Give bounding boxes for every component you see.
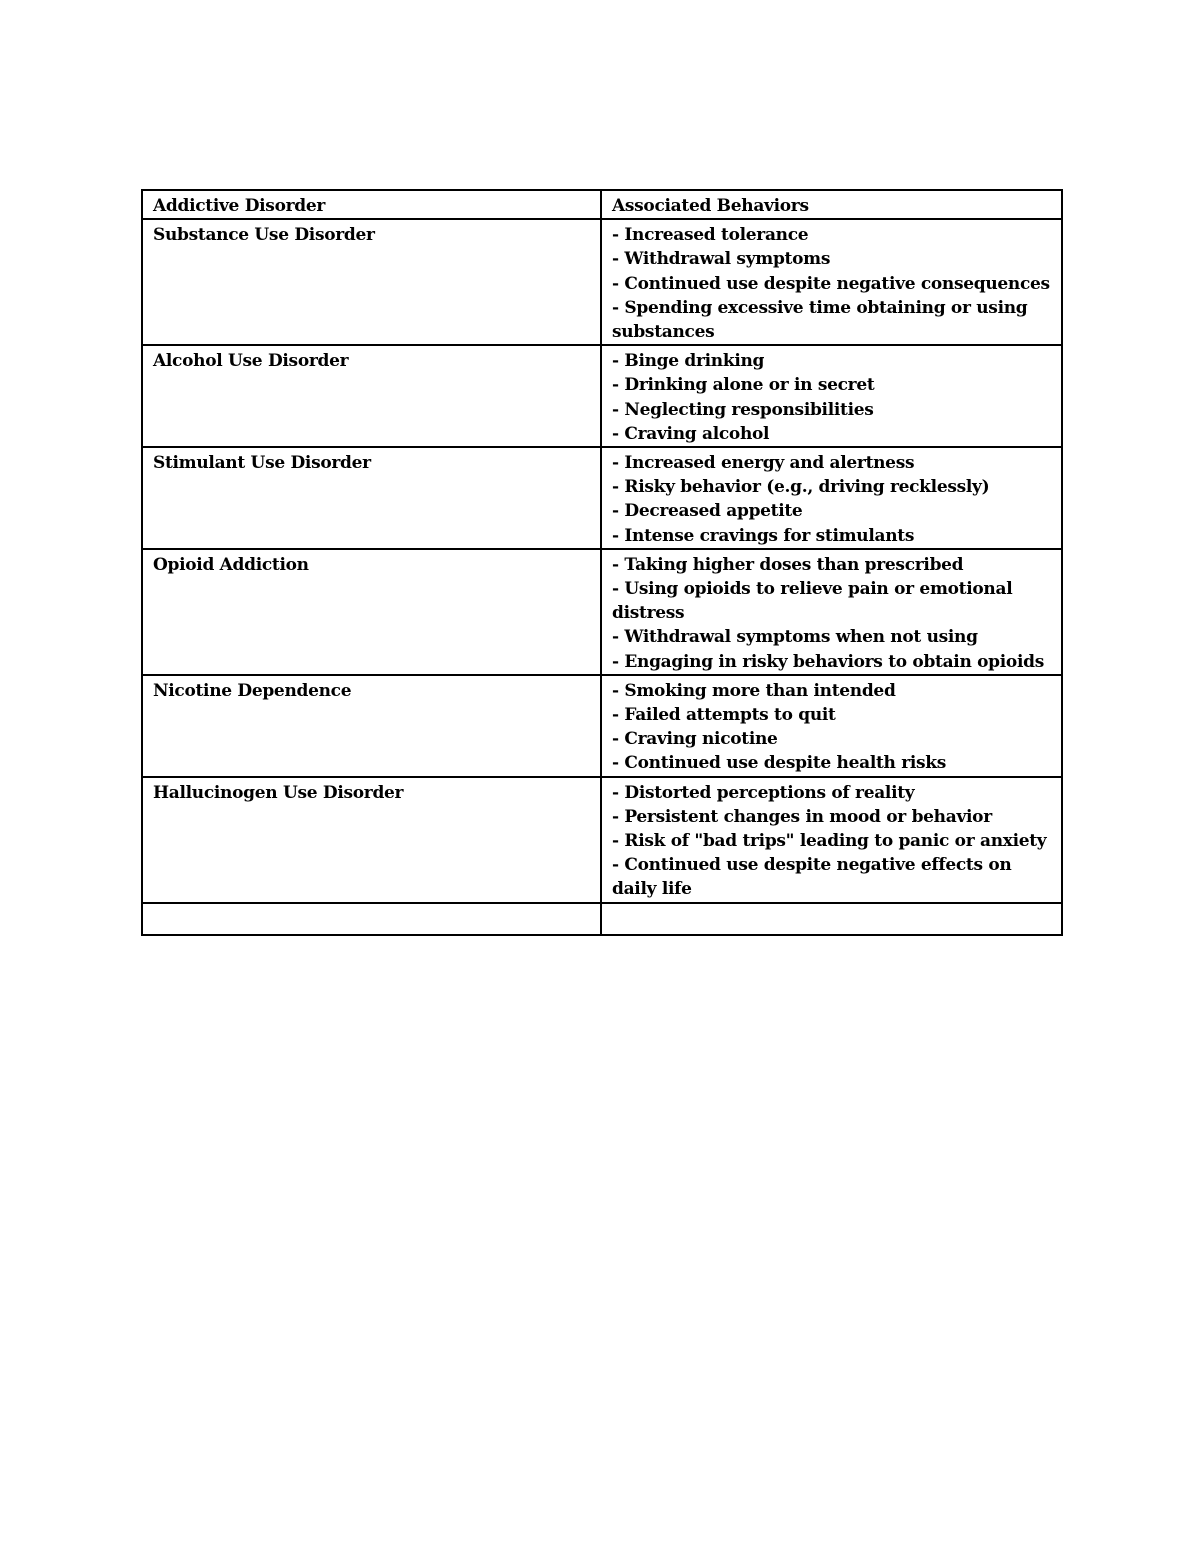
behavior-item: - Craving nicotine [612,729,778,750]
header-associated-behaviors: Associated Behaviors [601,190,1062,219]
header-addictive-disorder: Addictive Disorder [142,190,601,219]
behavior-item: - Continued use despite health risks [612,753,947,774]
behavior-item: - Distorted perceptions of reality [612,782,915,803]
behavior-item: - Engaging in risky behaviors to obtain opioids [612,651,1044,672]
behavior-item: - Taking higher doses than prescribed [612,554,964,575]
behavior-item: - Neglecting responsibilities [612,399,874,420]
behavior-item: - Spending excessive time obtaining or using substances [612,297,1028,343]
behavior-item: - Failed attempts to quit [612,705,836,726]
behavior-item: - Binge drinking [612,351,765,372]
behavior-item: - Continued use despite negative consequences [612,273,1050,294]
behaviors-cell [601,777,1062,903]
behavior-item: - Risky behavior (e.g., driving recklessly) [612,477,990,498]
behaviors-cell [601,675,1062,777]
table-row [142,549,1062,675]
behaviors-cell [601,549,1062,675]
table-row [142,447,1062,549]
disorder-cell: Stimulant Use Disorder [142,447,601,549]
behavior-item: - Smoking more than intended [612,680,896,701]
behaviors-cell [601,219,1062,345]
table-row [142,219,1062,345]
table-header-row [142,190,1062,219]
disorder-cell: Substance Use Disorder [142,219,601,345]
behaviors-cell [601,345,1062,447]
behaviors-cell [601,447,1062,549]
empty-disorder-cell [142,903,601,935]
behavior-item: - Continued use despite negative effects on daily life [612,855,1012,900]
disorders-table [141,189,1063,936]
behavior-item: - Persistent changes in mood or behavior [612,806,992,827]
empty-behaviors-cell [601,903,1062,935]
behavior-item: - Withdrawal symptoms [612,249,831,270]
behavior-item: - Intense cravings for stimulants [612,525,915,546]
table-row [142,777,1062,903]
behavior-item: - Increased energy and alertness [612,453,915,474]
disorder-cell: Nicotine Dependence [142,675,601,777]
behavior-item: - Increased tolerance [612,225,809,246]
disorder-cell: Opioid Addiction [142,549,601,675]
table-row [142,675,1062,777]
behavior-item: - Craving alcohol [612,423,770,444]
behavior-item: - Using opioids to relieve pain or emotional distress [612,579,1013,624]
empty-table-row [142,903,1062,935]
disorder-cell: Hallucinogen Use Disorder [142,777,601,903]
behavior-item: - Decreased appetite [612,501,803,522]
table-row [142,345,1062,447]
behavior-item: - Drinking alone or in secret [612,375,875,396]
behavior-item: - Risk of "bad trips" leading to panic or anxiety [612,831,1047,852]
behavior-item: - Withdrawal symptoms when not using [612,627,978,648]
disorder-cell: Alcohol Use Disorder [142,345,601,447]
